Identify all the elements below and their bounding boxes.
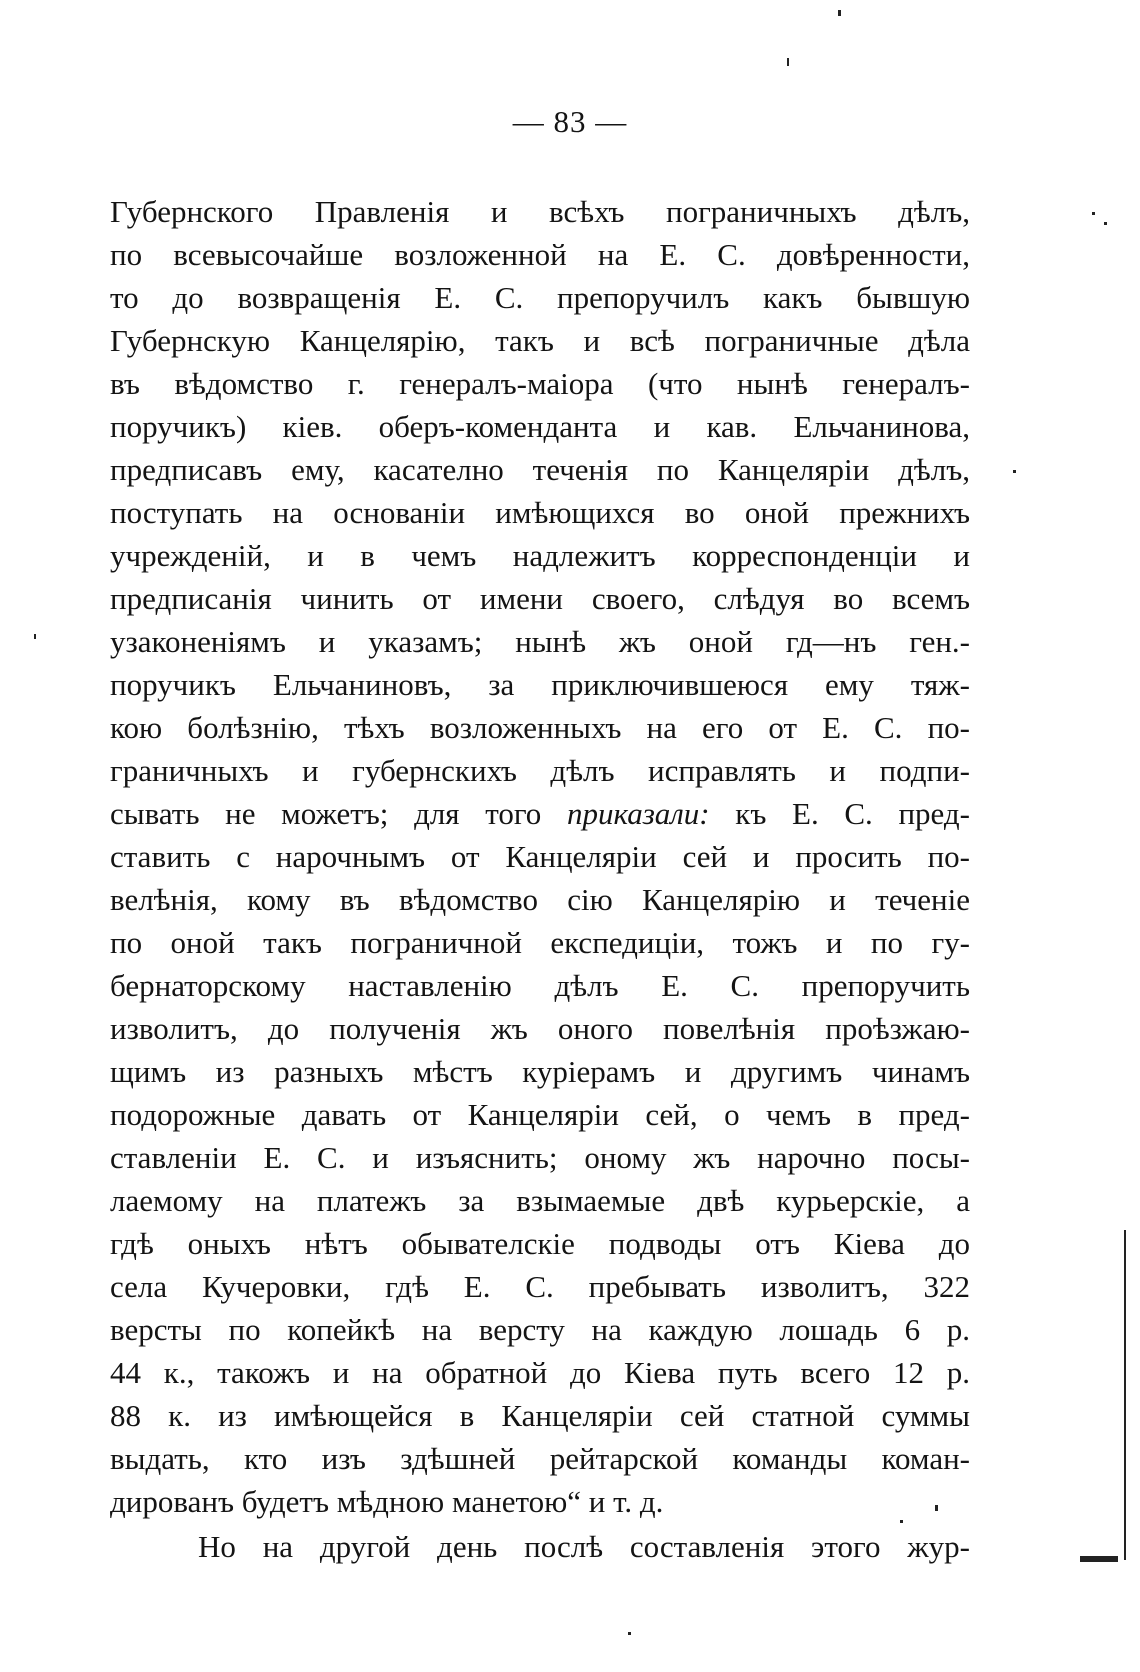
page-number: — 83 — <box>512 104 628 139</box>
scan-speck <box>1013 470 1016 473</box>
text-line: изволитъ, до полученія жъ оного повелѣнія проѣзжаю- <box>110 1011 970 1046</box>
text-line: по всевысочайше возложенной на Е. С. довѣренности, <box>110 237 970 272</box>
text-line: ставленіи Е. С. и изъяснить; оному жъ нарочно посы- <box>110 1140 970 1175</box>
text-line: Но на другой день послѣ составленія этого жур- <box>198 1529 970 1564</box>
text-line: версты по копейкѣ на версту на каждую лошадь 6 р. <box>110 1312 970 1347</box>
text-line: выдать, кто изъ здѣшней рейтарской команды коман- <box>110 1441 970 1476</box>
text-line: поручикъ) кіев. оберъ-коменданта и кав. Ельчанинова, <box>110 409 970 444</box>
scan-speck <box>1104 222 1107 225</box>
text-line: щимъ из разныхъ мѣстъ куріерамъ и другимъ чинамъ <box>110 1054 970 1089</box>
scan-edge-line <box>1124 1230 1126 1560</box>
text-line: въ вѣдомство г. генералъ-маіора (что нынѣ генералъ- <box>110 366 970 401</box>
scan-speck <box>900 1520 903 1523</box>
text-line: по оной такъ пограничной експедиціи, тожъ и по гу- <box>110 925 970 960</box>
text-line: Губернского Правленія и всѣхъ пограничныхъ дѣлъ, <box>110 194 970 229</box>
text-line: граничныхъ и губернскихъ дѣлъ исправлять и подпи- <box>110 753 970 788</box>
text-segment: къ Е. С. пред- <box>735 796 970 831</box>
text-line: дированъ будетъ мѣдною манетою“ и т. д. <box>110 1484 664 1519</box>
text-line: села Кучеровки, гдѣ Е. С. пребывать изволитъ, 322 <box>110 1269 970 1304</box>
text-line: велѣнія, кому въ вѣдомство сію Канцелярію и теченіе <box>110 882 970 917</box>
text-line: 88 к. из имѣющейся в Канцеляріи сей статной суммы <box>110 1398 970 1433</box>
text-line: лаемому на платежъ за взымаемые двѣ курьерскіе, а <box>110 1183 970 1218</box>
text-line: учрежденій, и в чемъ надлежитъ корреспонденціи и <box>110 538 970 573</box>
italic-word: приказали: <box>566 796 710 831</box>
text-segment: сывать не можетъ; для того <box>110 796 542 831</box>
paragraph-1 <box>110 190 970 1523</box>
scan-speck <box>628 1632 631 1635</box>
text-line: предписанія чинить от имени своего, слѣдуя во всемъ <box>110 581 970 616</box>
text-line: 44 к., такожъ и на обратной до Кіева путь всего 12 р. <box>110 1355 970 1390</box>
text-line: поручикъ Ельчаниновъ, за приключившеюся ему тяж- <box>110 667 970 702</box>
scan-speck <box>838 10 841 16</box>
text-line-with-italic <box>110 792 970 835</box>
text-line: узаконеніямъ и указамъ; нынѣ жъ оной гд—нъ ген.- <box>110 624 970 659</box>
text-line: кою болѣзнію, тѣхъ возложенныхъ на его от Е. С. по- <box>110 710 970 745</box>
scan-speck <box>1080 1556 1118 1562</box>
text-line: то до возвращенія Е. С. препоручилъ какъ бывшую <box>110 280 970 315</box>
text-line: Губернскую Канцелярію, такъ и всѣ пограничные дѣла <box>110 323 970 358</box>
text-line: поступать на основаніи имѣющихся во оной прежнихъ <box>110 495 970 530</box>
text-line: бернаторскому наставленію дѣлъ Е. С. препоручить <box>110 968 970 1003</box>
text-line: подорожные давать от Канцеляріи сей, о чемъ в пред- <box>110 1097 970 1132</box>
text-line: гдѣ оныхъ нѣтъ обывателскіе подводы отъ Кіева до <box>110 1226 970 1261</box>
scan-speck <box>34 634 36 639</box>
scan-speck <box>1092 212 1095 215</box>
scan-speck <box>787 58 789 66</box>
paragraph-2 <box>110 1525 970 1568</box>
text-line: предписавъ ему, касателно теченія по Канцеляріи дѣлъ, <box>110 452 970 487</box>
scan-speck <box>935 1505 938 1511</box>
text-line: ставить с нарочнымъ от Канцеляріи сей и просить по- <box>110 839 970 874</box>
